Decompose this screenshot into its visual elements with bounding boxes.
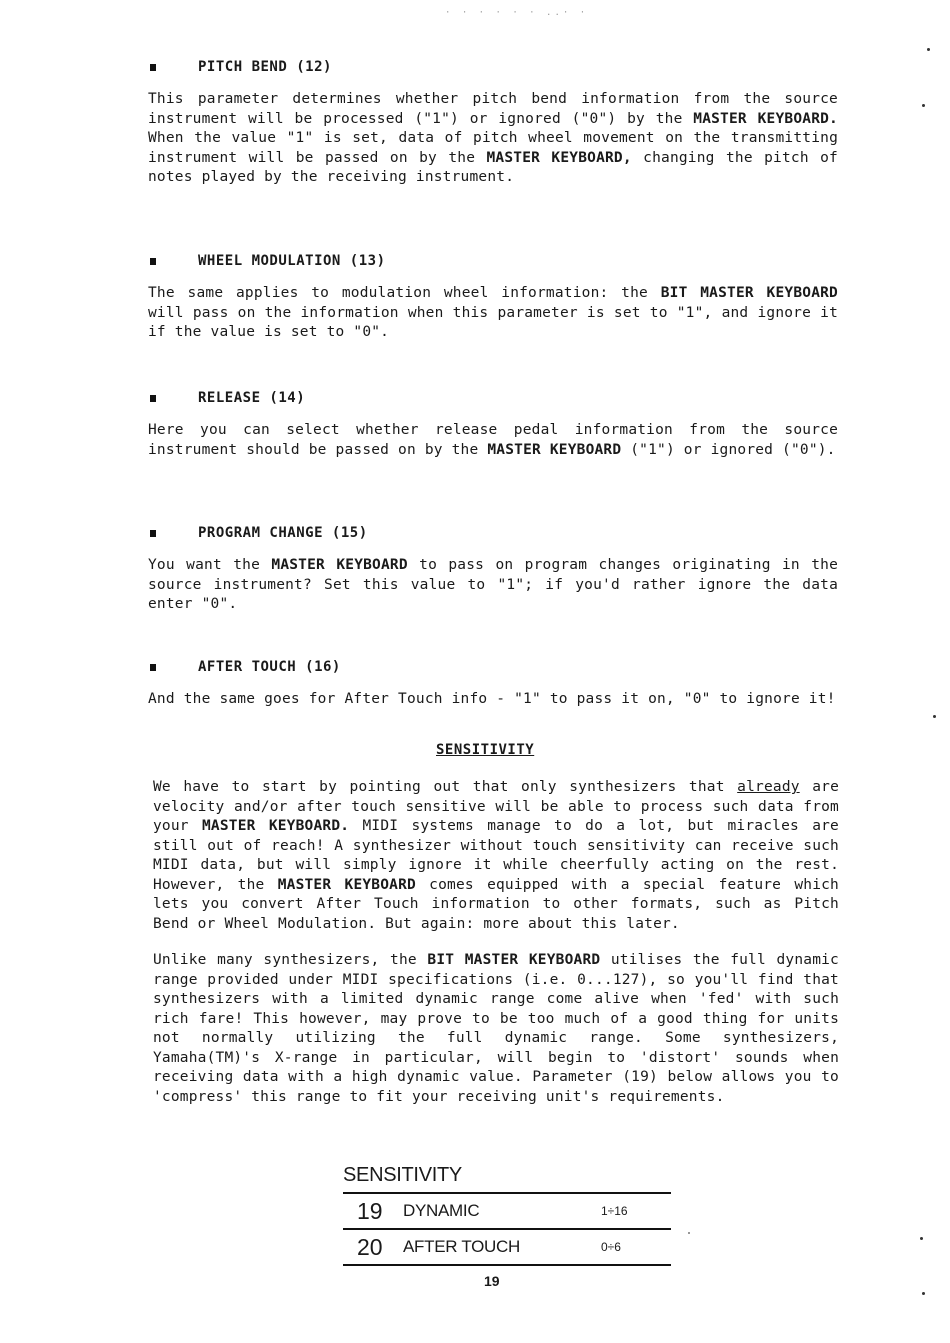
heading-text: AFTER TOUCH (16) <box>198 659 341 675</box>
section-pitch-bend <box>148 58 838 188</box>
header-marks: · · · · · · ..· · <box>445 8 589 18</box>
section-after-touch <box>148 658 838 710</box>
speck-mark <box>922 104 925 107</box>
speck-mark <box>927 48 930 51</box>
section-text: Here you can select whether release pedal information from the source instrument should be passed on by the MASTER KEYBOARD ("1") or ignored ("0"). <box>148 422 838 458</box>
table-row <box>343 1230 671 1264</box>
section-program-change <box>148 524 838 615</box>
sensitivity-section <box>153 768 839 1107</box>
section-text: This parameter determines whether pitch bend information from the source instrument will be processed ("1") or ignored ("0") by the MASTER KEYBOARD. When the value "1" is set, data of pitch wheel movement on the transmitting instrument will be passed on by the MASTER KEYBOARD, changing the pitch of notes played by the receiving instrument. <box>148 91 838 185</box>
speck-mark <box>920 1237 923 1240</box>
table-title: SENSITIVITY <box>343 1164 462 1186</box>
sensitivity-para-1: We have to start by pointing out that only synthesizers that already are velocity and/or after touch sensitive will be able to process such data from your MASTER KEYBOARD. MIDI systems manage to do a lot, but miracles are still out of reach! A synthesizer without touch sensitivity can receive such MIDI data, but will simply ignore it while cheerfully acting on the rest. However, the MASTER KEYBOARD comes equipped with a special feature which lets you convert After Touch information to other formats, such as Pitch Bend or Wheel Modulation. But again: more about this later. <box>153 779 839 932</box>
sensitivity-table <box>343 1164 671 1266</box>
page-number: 19 <box>484 1273 500 1289</box>
param-number: 19 <box>357 1197 383 1224</box>
section-heading <box>148 389 838 407</box>
section-heading <box>148 524 838 542</box>
heading-text: RELEASE (14) <box>198 390 306 406</box>
bullet-icon <box>150 664 156 671</box>
heading-text: PITCH BEND (12) <box>198 59 332 75</box>
bullet-icon <box>150 258 156 265</box>
section-heading <box>148 658 838 676</box>
section-heading <box>148 252 838 270</box>
section-heading <box>148 58 838 76</box>
param-name: AFTER TOUCH <box>403 1237 520 1256</box>
section-text: And the same goes for After Touch info - "1" to pass it on, "0" to ignore it! <box>148 691 836 707</box>
param-name: DYNAMIC <box>403 1201 480 1220</box>
section-release <box>148 389 838 460</box>
section-text: The same applies to modulation wheel information: the BIT MASTER KEYBOARD will pass on the information when this parameter is set to "1", and ignore it if the value is set to "0". <box>148 285 838 340</box>
bullet-icon <box>150 530 156 537</box>
param-range: 1÷16 <box>601 1204 628 1218</box>
section-text: You want the MASTER KEYBOARD to pass on program changes originating in the source instrument? Set this value to "1"; if you'd rather ignore the data enter "0". <box>148 557 838 612</box>
bullet-icon <box>150 395 156 402</box>
param-number: 20 <box>357 1233 383 1260</box>
param-range: 0÷6 <box>601 1240 621 1254</box>
section-wheel-modulation <box>148 252 838 343</box>
sensitivity-para-2: Unlike many synthesizers, the BIT MASTER KEYBOARD utilises the full dynamic range provided under MIDI specifications (i.e. 0...127), so you'll find that synthesizers with a limited dynamic range come alive when 'fed' with such rich fare! This however, may prove to be too much of a good thing for units not normally utilizing the full dynamic range. Some synthesizers, Yamaha(TM)'s X-range in particular, will begin to 'distort' sounds when receiving data with a high dynamic value. Parameter (19) below allows you to 'compress' this range to fit your receiving unit's requirements. <box>153 952 839 1105</box>
speck-mark <box>933 715 936 718</box>
sensitivity-title: SENSITIVITY <box>436 742 535 758</box>
heading-text: WHEEL MODULATION (13) <box>198 253 386 269</box>
table-rule <box>343 1264 671 1266</box>
speck-mark <box>688 1232 690 1234</box>
speck-mark <box>922 1292 925 1295</box>
bullet-icon <box>150 64 156 71</box>
table-row <box>343 1194 671 1228</box>
heading-text: PROGRAM CHANGE (15) <box>198 525 368 541</box>
